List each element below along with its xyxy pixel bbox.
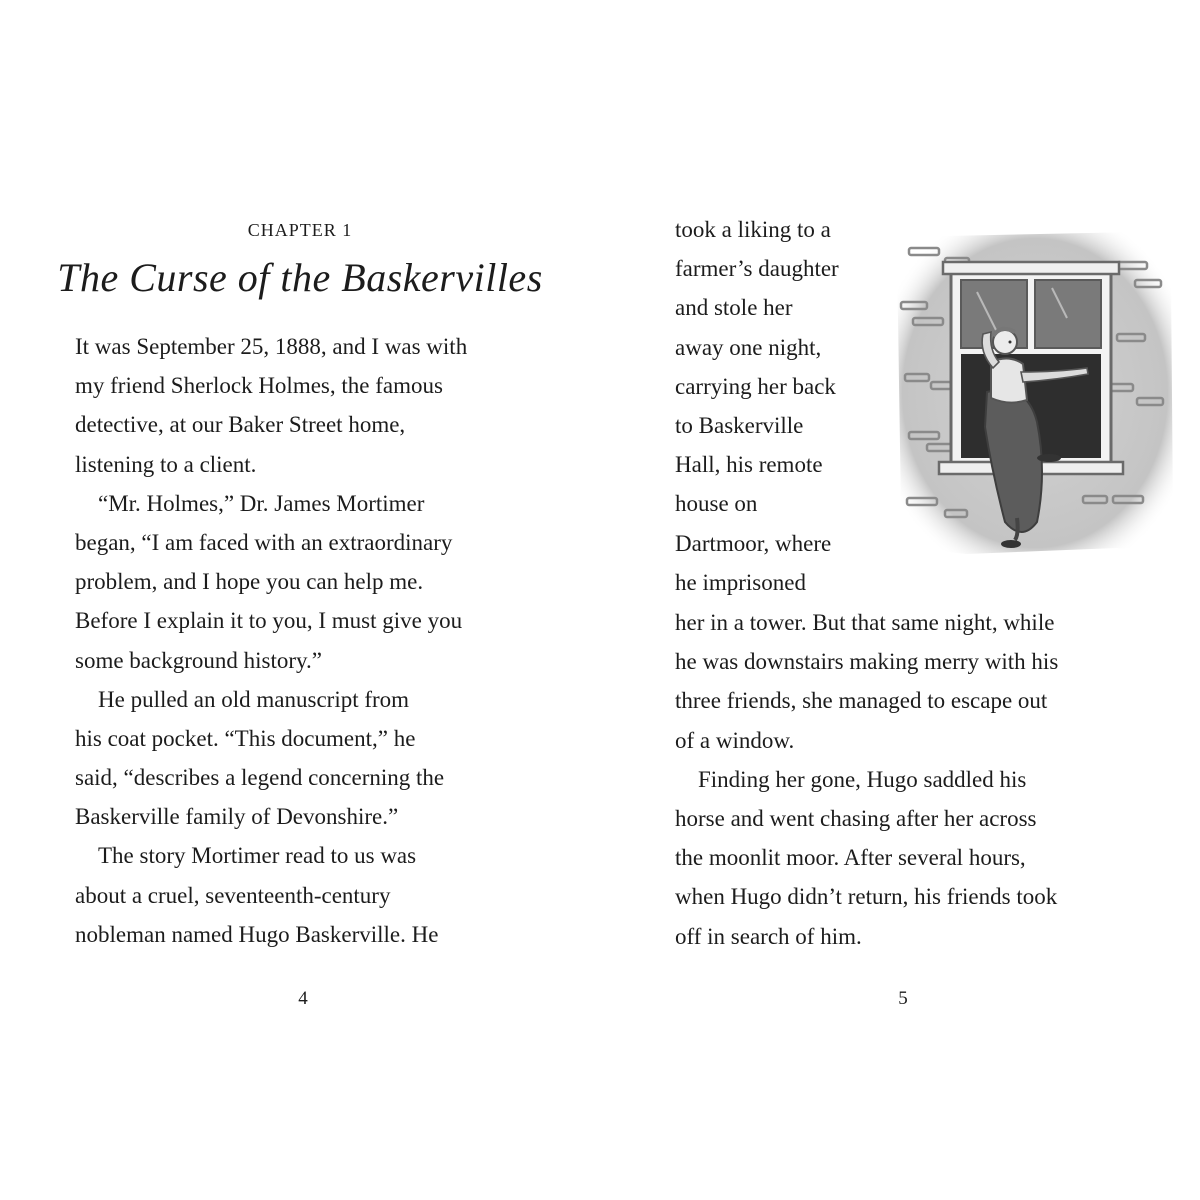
text-line: when Hugo didn’t return, his friends took bbox=[675, 884, 1058, 910]
text-line: off in search of him. bbox=[675, 923, 862, 949]
text-line: Before I explain it to you, I must give you bbox=[75, 608, 463, 634]
body-text-wrapped bbox=[675, 210, 885, 602]
text-line: said, “describes a legend concerning the bbox=[75, 765, 445, 791]
text-line: listening to a client. bbox=[75, 451, 257, 477]
text-line: took a liking to a bbox=[675, 217, 831, 242]
text-line: of a window. bbox=[675, 727, 795, 753]
text-line: Finding her gone, Hugo saddled his bbox=[675, 766, 1027, 792]
page-number: 5 bbox=[898, 988, 908, 1009]
chapter-label: CHAPTER 1 bbox=[247, 220, 353, 240]
text-line: began, “I am faced with an extraordinary bbox=[75, 529, 453, 555]
text-line: He pulled an old manuscript from bbox=[75, 686, 410, 712]
woman-climbing-out-window-illustration bbox=[887, 222, 1175, 562]
text-line: his coat pocket. “This document,” he bbox=[75, 725, 416, 751]
chapter-title: The Curse of the Baskervilles bbox=[57, 255, 543, 300]
text-line: to Baskerville bbox=[675, 412, 804, 438]
text-line: some background history.” bbox=[75, 647, 322, 673]
text-line: three friends, she managed to escape out bbox=[675, 688, 1048, 714]
body-text bbox=[675, 603, 1145, 956]
text-line: The story Mortimer read to us was bbox=[75, 843, 417, 869]
body-text bbox=[75, 327, 535, 954]
text-line: he imprisoned bbox=[675, 569, 806, 595]
text-line: horse and went chasing after her across bbox=[675, 805, 1037, 831]
text-line: detective, at our Baker Street home, bbox=[75, 412, 406, 438]
window-lintel bbox=[943, 262, 1119, 274]
right-page bbox=[600, 0, 1200, 1200]
text-line: nobleman named Hugo Baskerville. He bbox=[75, 921, 439, 947]
text-line: problem, and I hope you can help me. bbox=[75, 569, 424, 595]
text-line: “Mr. Holmes,” Dr. James Mortimer bbox=[75, 490, 425, 516]
text-line: her in a tower. But that same night, while bbox=[675, 610, 1055, 635]
text-line: my friend Sherlock Holmes, the famous bbox=[75, 373, 443, 399]
text-line: away one night, bbox=[675, 334, 822, 360]
text-line: It was September 25, 1888, and I was with bbox=[75, 334, 468, 359]
text-line: he was downstairs making merry with his bbox=[675, 649, 1059, 675]
text-line: carrying her back bbox=[675, 373, 836, 399]
page-number: 4 bbox=[298, 988, 308, 1009]
text-line: Baskerville family of Devonshire.” bbox=[75, 804, 399, 830]
text-line: about a cruel, seventeenth-century bbox=[75, 882, 391, 908]
text-line: Hall, his remote bbox=[675, 452, 823, 478]
text-line: the moonlit moor. After several hours, bbox=[675, 845, 1026, 871]
text-line: farmer’s daughter bbox=[675, 256, 839, 282]
text-line: Dartmoor, where bbox=[675, 530, 832, 556]
text-line: house on bbox=[675, 491, 758, 517]
text-line: and stole her bbox=[675, 295, 793, 321]
